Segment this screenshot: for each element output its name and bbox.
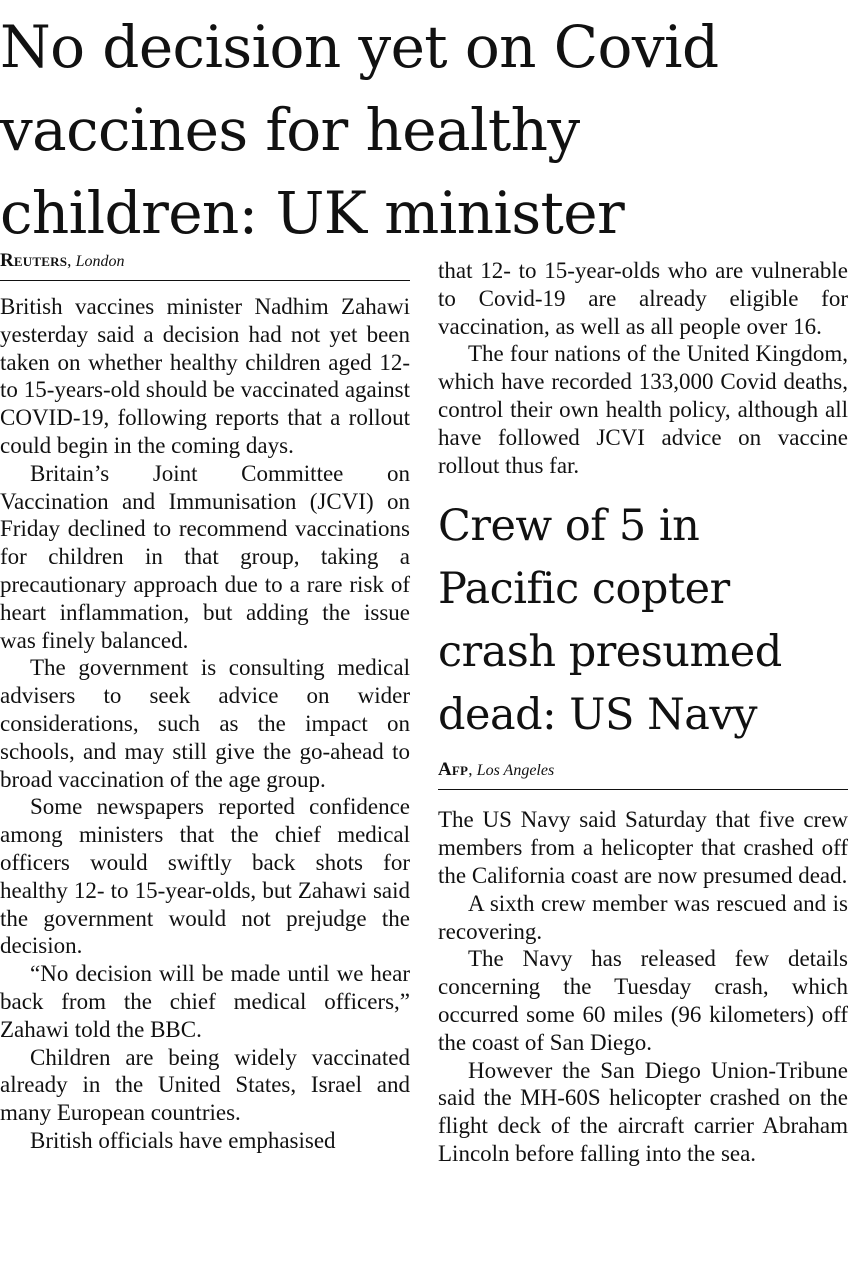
story2-location: Los Angeles (476, 762, 555, 780)
story1-continuation-paragraph-1: that 12- to 15-year-olds who are vulnerable to Covid-19 are already eligible for vaccination, as well as all people over 16. (438, 258, 848, 339)
story2-headline: Crew of 5 in Pacific copter crash presumed dead: US Navy (438, 501, 782, 741)
story1-paragraph-2: Britain’s Joint Committee on Vaccination and Immunisation (JCVI) on Friday declined to recommend vaccinations for children in that group, taking a precautionary approach due to a rare risk of heart inflammation, but adding the issue was finely balanced. (0, 460, 410, 653)
story2-byline: Afp, Los Angeles (438, 759, 848, 790)
story2-agency: Afp (438, 759, 469, 781)
story1-paragraph-6: Children are being widely vaccinated already in the United States, Israel and many European countries. (0, 1044, 410, 1126)
story1-paragraph-3: The government is consulting medical advisers to seek advice on wider considerations, such as the impact on schools, and may still give the go-ahead to broad vaccination of the age group. (0, 655, 410, 792)
story2-body (438, 806, 848, 1167)
story1-paragraph-4: Some newspapers reported confidence among ministers that the chief medical officers would swiftly back shots for healthy 12- to 15-year-olds, but Zahawi said the government would not prejudge the decision. (0, 794, 410, 959)
story1-byline: Reuters, London (0, 250, 410, 281)
story1-agency: Reuters (0, 250, 68, 271)
story1-paragraph-5: “No decision will be made until we hear back from the chief medical officers,” Zahawi told the BBC. (0, 961, 410, 1042)
story1-body (0, 293, 410, 1155)
story2-paragraph-4: However the San Diego Union-Tribune said the MH-60S helicopter crashed on the flight deck of the aircraft carrier Abraham Lincoln before falling into the sea. (438, 1057, 848, 1166)
story1-continuation-paragraph-2: The four nations of the United Kingdom, which have recorded 133,000 Covid deaths, control their own health policy, although all have followed JCVI advice on vaccine rollout thus far. (438, 341, 848, 478)
story1-headline: No decision yet on Covid vaccines for healthy children: UK minister (0, 13, 719, 247)
story1-location: London (75, 253, 125, 270)
right-column (438, 257, 848, 1168)
story1-continuation (438, 257, 848, 479)
story2-paragraph-1: The US Navy said Saturday that five crew members from a helicopter that crashed off the California coast are now presumed dead. (438, 807, 848, 888)
story1-paragraph-7: British officials have emphasised (30, 1127, 336, 1153)
story2-paragraph-2: A sixth crew member was rescued and is recovering. (438, 890, 848, 944)
story1-paragraph-1: British vaccines minister Nadhim Zahawi yesterday said a decision had not yet been taken on whether healthy children aged 12- to 15-years-old should be vaccinated against COVID-19, following reports that a rollout could begin in the coming days. (0, 294, 410, 458)
story2-paragraph-3: The Navy has released few details concerning the Tuesday crash, which occurred some 60 miles (96 kilometers) off the coast of San Diego. (438, 946, 848, 1055)
left-column (0, 250, 410, 1155)
